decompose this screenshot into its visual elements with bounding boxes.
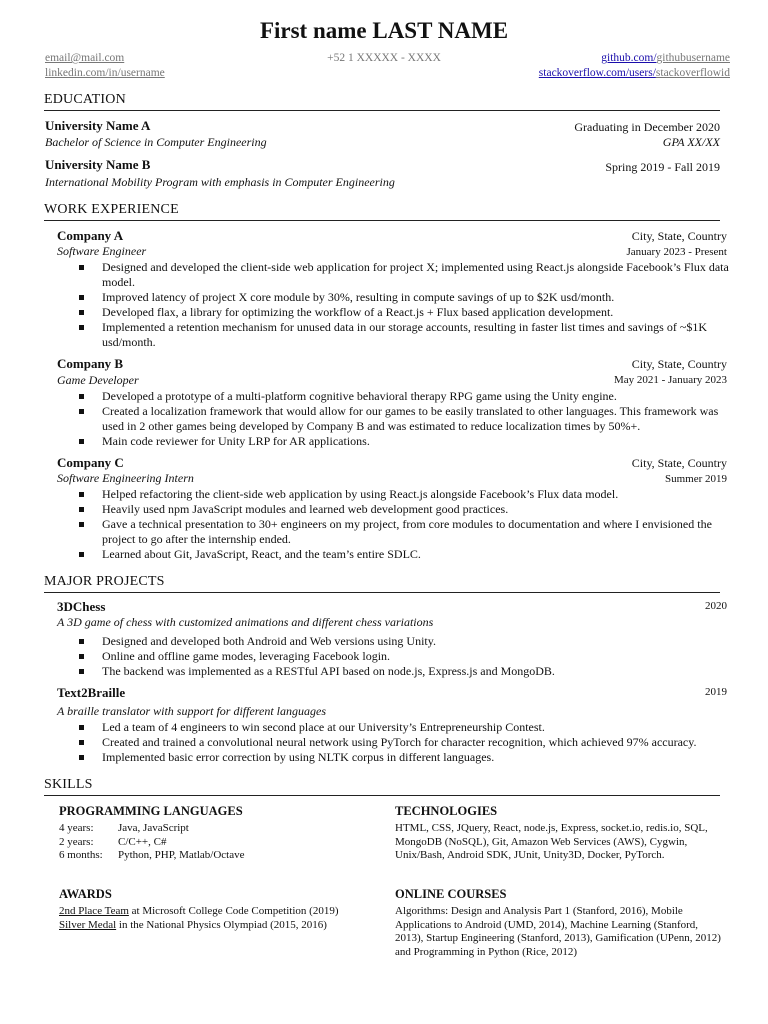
skills-heading: SKILLS (44, 777, 93, 792)
company-a-date: January 2023 - Present (626, 246, 727, 258)
list-item: Improved latency of project X core module by 30%, resulting in compute savings of up to $2K usd/month. (57, 290, 729, 305)
company-a-role: Software Engineer (57, 244, 147, 258)
github-link[interactable]: github.com/githubusername (601, 52, 730, 64)
list-item: 2 years: C/C++, C# (59, 835, 167, 848)
list-item: Implemented basic error correction by using NLTK corpus in different languages. (57, 750, 737, 765)
project-text2braille-name: Text2Braille (57, 685, 126, 700)
stackoverflow-link[interactable]: stackoverflow.com/users/stackoverflowid (538, 67, 730, 79)
education-divider (44, 110, 720, 111)
company-b-role: Game Developer (57, 373, 139, 387)
company-c-role: Software Engineering Intern (57, 471, 194, 485)
edu-school-a: University Name A (45, 118, 151, 133)
awards-list (59, 905, 389, 932)
programming-languages-heading: PROGRAMMING LANGUAGES (59, 804, 243, 818)
edu-gpa: GPA XX/XX (662, 135, 720, 149)
work-divider (44, 220, 720, 221)
programming-languages-list (59, 822, 389, 863)
project-text2braille-desc: A braille translator with support for different languages (57, 704, 327, 718)
online-courses-list: Algorithms: Design and Analysis Part 1 (Stanford, 2016), Mobile Applications to Android (UMD, 2014), Machine Learning (Stanford, 2013), Startup Engineering (Stanford, 2013), Gamification (UPenn, 2012) and Programming in Python (Rice, 2012) (395, 905, 721, 958)
project-3dchess-desc: A 3D game of chess with customized animations and different chess variations (57, 615, 434, 629)
company-c-bullets (57, 487, 729, 562)
list-item: Implemented a retention mechanism for unused data in our storage accounts, resulting in faster list times and savings of ~$1K usd/month. (57, 320, 729, 350)
company-c-location: City, State, Country (631, 456, 727, 470)
skills-divider (44, 795, 720, 796)
edu-date-a: Graduating in December 2020 (574, 120, 720, 134)
online-courses-heading: ONLINE COURSES (395, 887, 507, 901)
list-item: The backend was implemented as a RESTful API based on node.js, Express.js and MongoDB. (57, 664, 729, 679)
company-b-location: City, State, Country (631, 357, 727, 371)
company-b-date: May 2021 - January 2023 (613, 374, 727, 386)
technologies-heading: TECHNOLOGIES (395, 804, 498, 818)
edu-school-b: University Name B (45, 157, 151, 172)
list-item: 2nd Place Team at Microsoft College Code Competition (2019) (59, 905, 339, 917)
projects-divider (44, 592, 720, 593)
list-item: Silver Medal in the National Physics Olympiad (2015, 2016) (59, 918, 327, 931)
company-b-name: Company B (57, 356, 124, 371)
project-3dchess-name: 3DChess (57, 599, 106, 614)
company-a-name: Company A (57, 228, 124, 243)
project-3dchess-bullets (57, 634, 729, 679)
award-link[interactable]: Silver Medal (59, 918, 117, 931)
list-item: 4 years: Java, JavaScript (59, 822, 189, 834)
list-item: Gave a technical presentation to 30+ engineers on my project, from core modules to documentation and where I envisioned the project to go after the internship ended. (57, 517, 729, 547)
list-item: Main code reviewer for Unity LRP for AR applications. (57, 434, 729, 449)
list-item: Designed and developed both Android and Web versions using Unity. (57, 634, 729, 649)
award-link[interactable]: 2nd Place Team (59, 905, 129, 917)
edu-date-b: Spring 2019 - Fall 2019 (605, 160, 720, 174)
awards-heading: AWARDS (59, 887, 112, 901)
list-item: Online and offline game modes, leveraging Facebook login. (57, 649, 729, 664)
edu-degree-a: Bachelor of Science in Computer Engineering (45, 135, 267, 149)
project-text2braille-year: 2019 (705, 686, 727, 698)
phone-number: +52 1 XXXXX - XXXX (327, 52, 441, 64)
work-heading: WORK EXPERIENCE (44, 202, 179, 217)
list-item: Developed a prototype of a multi-platform cognitive behavioral therapy RPG game using the Unity engine. (57, 389, 729, 404)
list-item: Created a localization framework that would allow for our games to be easily translated to other languages. This framework was used in 2 other games being developed by Company B and was estimated to reduce localization times by 50%+. (57, 404, 729, 434)
list-item: Heavily used npm JavaScript modules and learned web development good practices. (57, 502, 729, 517)
company-b-bullets (57, 389, 729, 449)
email-link[interactable]: email@mail.com (45, 52, 125, 64)
list-item: Developed flax, a library for optimizing the workflow of a React.js + Flux based application development. (57, 305, 729, 320)
education-heading: EDUCATION (44, 92, 126, 107)
full-name: First name LAST NAME (259, 18, 509, 43)
company-a-location: City, State, Country (631, 229, 727, 243)
company-a-bullets (57, 260, 729, 350)
list-item: Learned about Git, JavaScript, React, and the team’s entire SDLC. (57, 547, 729, 562)
list-item: Led a team of 4 engineers to win second place at our University’s Entrepreneurship Contest. (57, 720, 737, 735)
project-text2braille-bullets (57, 720, 737, 765)
projects-heading: MAJOR PROJECTS (44, 574, 165, 589)
company-c-date: Summer 2019 (664, 473, 727, 485)
list-item: Created and trained a convolutional neural network using PyTorch for character recognition, which achieved 97% accuracy. (57, 735, 737, 750)
technologies-list: HTML, CSS, JQuery, React, node.js, Express, socket.io, redis.io, SQL, MongoDB (NoSQL), Git, Amazon Web Services (AWS), Cygwin, Unix/Bash, Android SDK, JUnit, Unity3D, Docker, PyTorch. (395, 822, 708, 861)
company-c-name: Company C (57, 455, 124, 470)
edu-degree-b: International Mobility Program with emphasis in Computer Engineering (45, 175, 395, 189)
list-item: Helped refactoring the client-side web application by using React.js alongside Facebook’s Flux data model. (57, 487, 729, 502)
project-3dchess-year: 2020 (705, 600, 727, 612)
linkedin-link[interactable]: linkedin.com/in/username (45, 67, 165, 79)
list-item: Designed and developed the client-side web application for project X; implemented using React.js alongside Facebook’s Flux data model. (57, 260, 729, 290)
list-item: 6 months: Python, PHP, Matlab/Octave (59, 849, 245, 861)
